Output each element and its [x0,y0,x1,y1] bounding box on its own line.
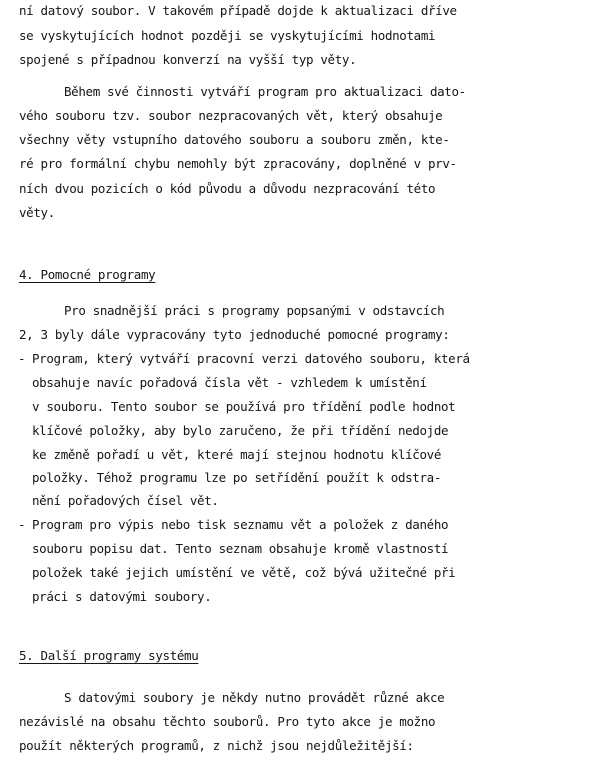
text-line: ní datový soubor. V takovém případě dojde k aktualizaci dříve [19,3,457,18]
text-line: Během své činnosti vytváří program pro aktualizaci dato- [64,84,466,99]
text-line: věty. [19,205,55,220]
list-item-line: práci s datovými soubory. [32,589,212,604]
list-item-line: nění pořadových čísel vět. [32,493,219,508]
list-item-line: souboru popisu dat. Tento seznam obsahuje kromě vlastností [32,541,449,556]
text-line: nezávislé na obsahu těchto souborů. Pro tyto akce je možno [19,714,436,729]
text-line: ních dvou pozicích o kód původu a důvodu nezpracování této [19,181,436,196]
bullet-marker: - [18,351,26,366]
list-item-line: ke změně pořadí u vět, které mají stejnou hodnotu klíčové [32,447,442,462]
bullet-marker: - [18,517,26,532]
list-item-line: Program, který vytváří pracovní verzi datového souboru, která [32,351,470,366]
text-line: S datovými soubory je někdy nutno provádět různé akce [64,690,445,705]
text-line: 2, 3 byly dále vypracovány tyto jednoduché pomocné programy: [19,327,450,342]
list-item-line: klíčové položky, aby bylo zaručeno, že při třídění nedojde [32,423,449,438]
text-line: ré pro formální chybu nemohly být zpracovány, doplněné v prv- [19,156,457,171]
list-item-line: položek také jejich umístění ve větě, což bývá užitečné při [32,565,456,580]
text-line: vého souboru tzv. soubor nezpracovaných vět, který obsahuje [19,108,443,123]
text-line: se vyskytujících hodnot později se vyskytujícími hodnotami [19,28,436,43]
text-line: použít některých programů, z nichž jsou nejdůležitější: [19,738,414,753]
section-heading-5: 5. Další programy systému [19,648,199,663]
list-item-line: v souboru. Tento soubor se používá pro třídění podle hodnot [32,399,456,414]
section-heading-4: 4. Pomocné programy [19,267,156,282]
list-item-line: obsahuje navíc pořadová čísla vět - vzhledem k umístění [32,375,427,390]
list-item-line: položky. Téhož programu lze po setřídění použít k odstra- [32,470,442,485]
text-line: spojené s případnou konverzí na vyšší typ věty. [19,52,357,67]
text-line: všechny věty vstupního datového souboru a souboru změn, kte- [19,132,450,147]
text-line: Pro snadnější práci s programy popsanými v odstavcích [64,303,445,318]
list-item-line: Program pro výpis nebo tisk seznamu vět a položek z daného [32,517,449,532]
